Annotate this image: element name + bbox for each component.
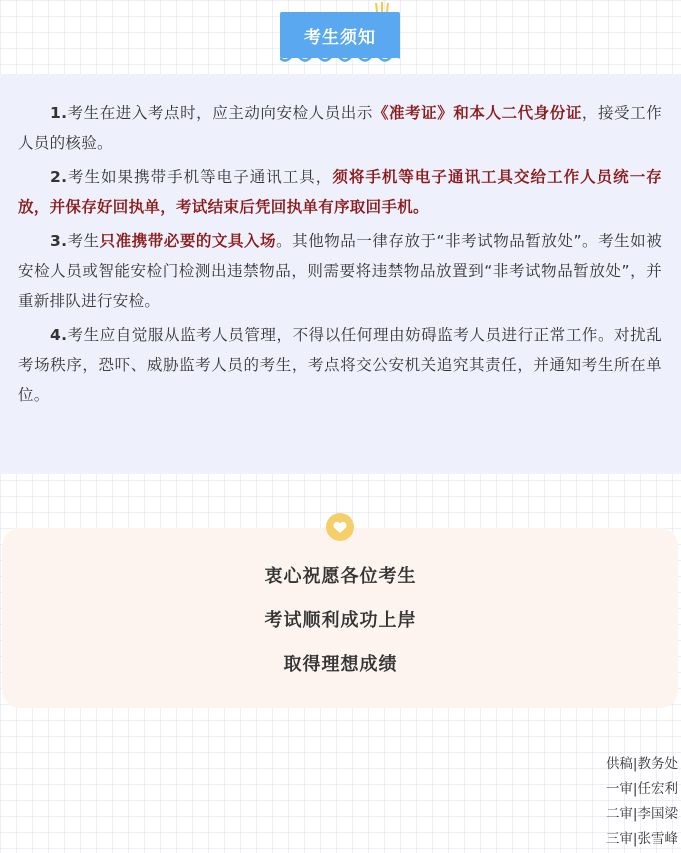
credit-review-1: 一审|任宏利: [605, 781, 678, 797]
wish-line-3: 取得理想成绩: [283, 654, 398, 675]
notice-highlight-text: 只准携带必要的文具入场: [99, 232, 277, 250]
notice-item: [18, 226, 662, 316]
heart-icon: [325, 512, 355, 542]
notice-item-number: 4.: [50, 326, 68, 344]
spark-icon: [372, 2, 392, 14]
wish-line-1: 衷心祝愿各位考生: [264, 566, 417, 587]
page-title: 考生须知: [280, 12, 400, 58]
notice-text-segment: 考生在进入考点时，应主动向安检人员出示: [67, 104, 373, 122]
title-badge: [280, 12, 400, 62]
credits: [606, 752, 678, 852]
notice-item-number: 2.: [50, 168, 68, 186]
wish-line-2: 考试顺利成功上岸: [264, 610, 417, 631]
credit-review-2: 二审|李国梁: [605, 806, 678, 822]
notice-item-number: 1.: [50, 104, 68, 122]
credit-author: 供稿|教务处: [605, 756, 678, 772]
notice-text-segment: 考生应自觉服从监考人员管理，不得以任何理由妨碍监考人员进行正常工作。对扰乱考场秩序，恐吓、威胁监考人员的考生，考点将交公安机关追究其责任，并通知考生所在单位。: [18, 326, 662, 404]
notice-item-number: 3.: [50, 232, 68, 250]
notice-text-segment: 考生: [67, 232, 100, 250]
wave-decoration: [280, 56, 400, 64]
notice-text-segment: 考生如果携带手机等电子通讯工具，: [67, 168, 333, 186]
notice-text-segment: 。其他物品一律存放于“非考试物品暂放处”。考生如被安检人员或智能安检门检测出违禁物品，则需要将违禁物品放置到“非考试物品暂放处”，并重新排队进行安检。: [18, 232, 663, 310]
notice-text-segment: ，接受工作人员的核验。: [18, 104, 662, 152]
notice-highlight-text: 须将手机等电子通讯工具交给工作人员统一存放，并保存好回执单，考试结束后凭回执单有序取回手机。: [18, 168, 662, 216]
notice-list: [18, 98, 662, 414]
notice-item: [18, 98, 662, 158]
credit-review-3: 三审|张雪峰: [605, 831, 678, 847]
notice-highlight-text: 《准考证》和本人二代身份证: [372, 104, 582, 122]
notice-item: [18, 162, 662, 222]
notice-item: [18, 320, 662, 410]
